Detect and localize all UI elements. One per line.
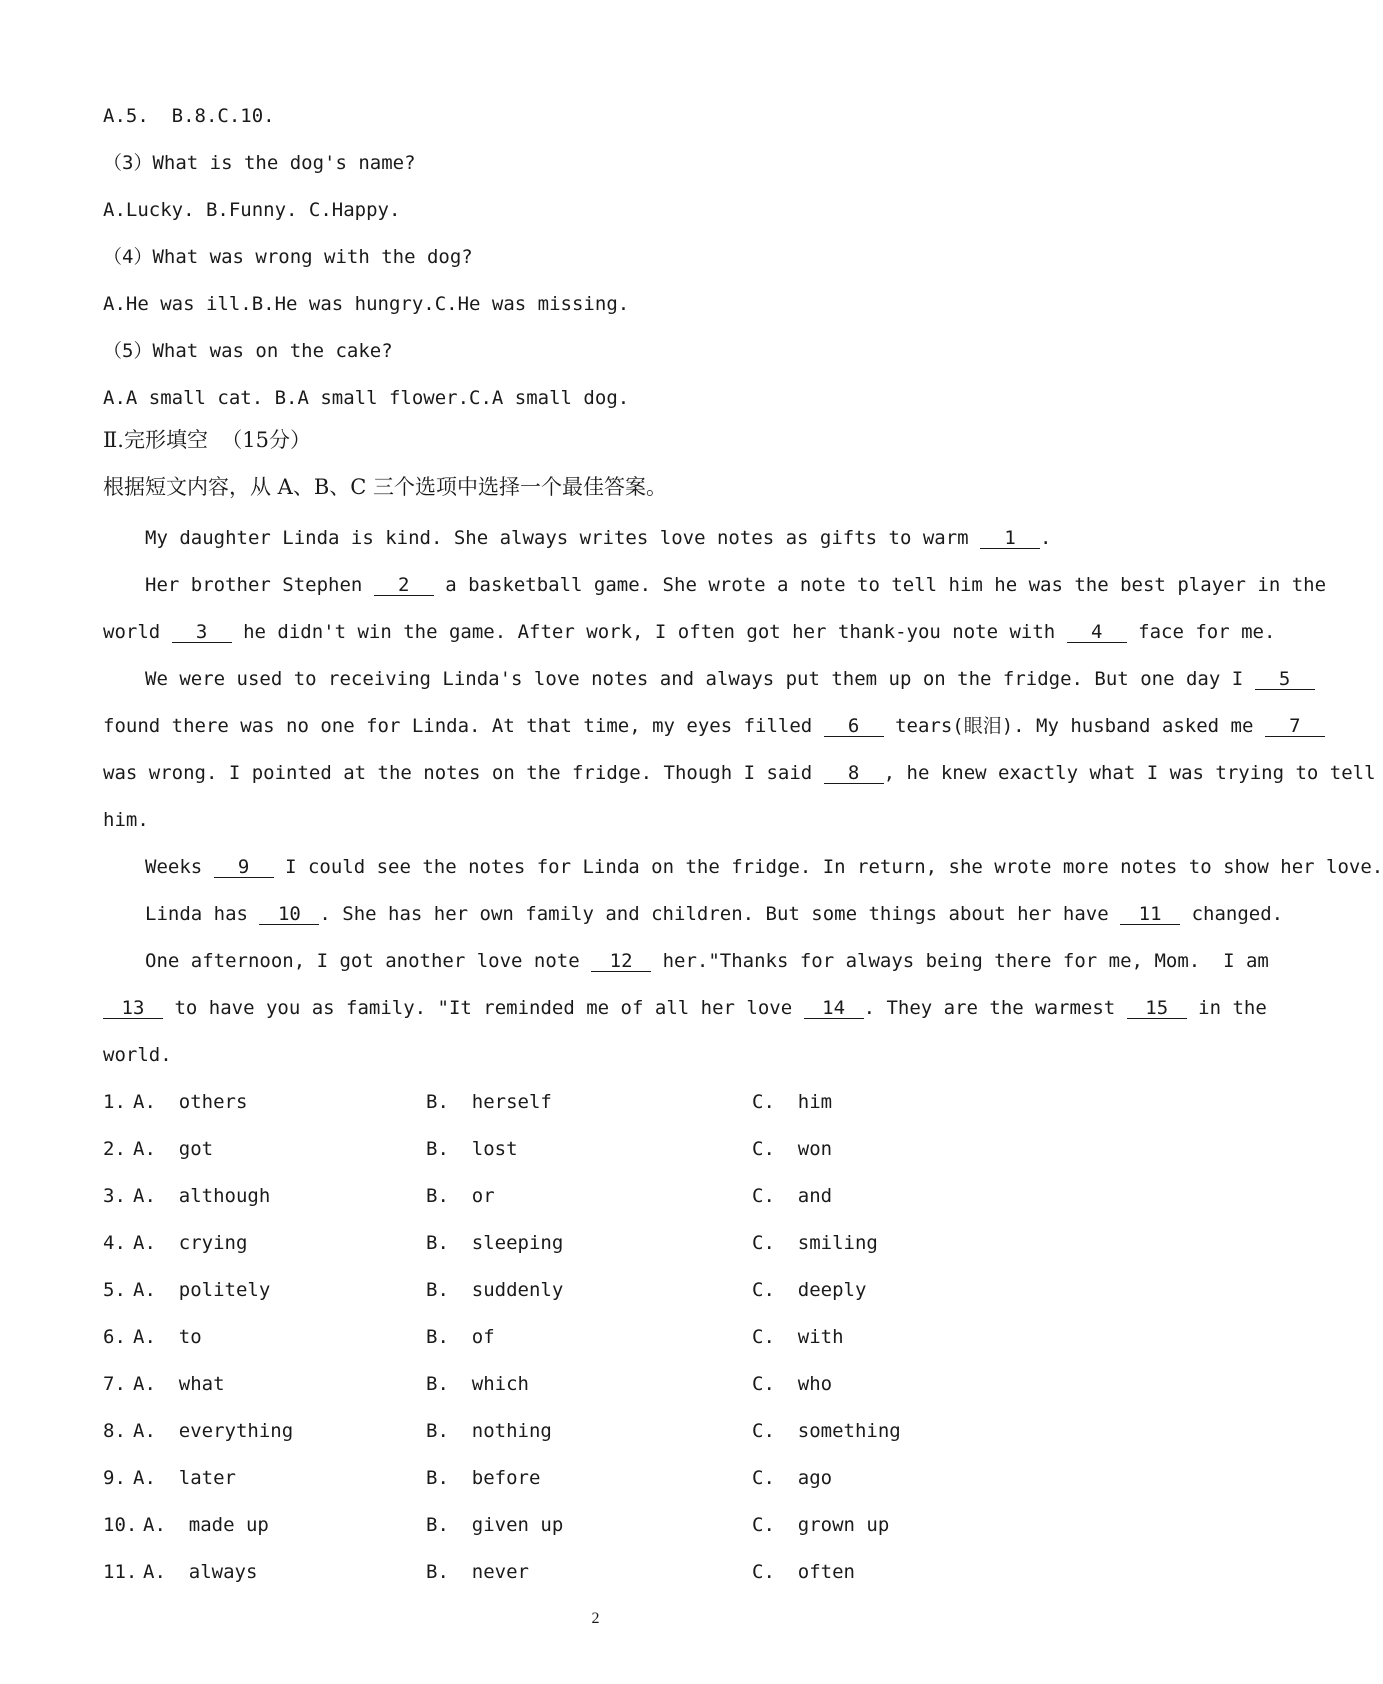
blank-7[interactable]: 7	[1265, 716, 1325, 737]
option-number: 5.	[103, 1279, 126, 1301]
passage-text: face for me.	[1126, 621, 1276, 643]
blank-4[interactable]: 4	[1067, 622, 1127, 643]
option-number: 11.	[103, 1561, 138, 1583]
q5-options: A.A small cat. B.A small flower.C.A small dog.	[103, 387, 630, 409]
option-number: 4.	[103, 1232, 126, 1254]
option-a[interactable]: A. everything	[133, 1420, 294, 1442]
passage-text: tears(眼泪). My husband asked me	[883, 715, 1265, 737]
passage-line-10	[145, 949, 1269, 973]
option-b[interactable]: B. of	[426, 1326, 495, 1348]
q3-options: A.Lucky. B.Funny. C.Happy.	[103, 199, 401, 221]
option-b[interactable]: B. suddenly	[426, 1279, 564, 1301]
passage-line-4	[145, 667, 1315, 691]
option-b[interactable]: B. sleeping	[426, 1232, 564, 1254]
option-a[interactable]: A. later	[133, 1467, 236, 1489]
passage-text: world	[103, 621, 172, 643]
passage-text: .	[1040, 527, 1052, 549]
option-a[interactable]: A. politely	[133, 1279, 271, 1301]
passage-text: My daughter Linda is kind. She always writes love notes as gifts to warm	[145, 527, 981, 549]
option-number: 9.	[103, 1467, 126, 1489]
option-number: 8.	[103, 1420, 126, 1442]
passage-text: found there was no one for Linda. At that time, my eyes filled	[103, 715, 824, 737]
option-number: 3.	[103, 1185, 126, 1207]
q4-question: （4）What was wrong with the dog?	[103, 246, 473, 268]
passage-line-2	[145, 573, 1326, 597]
blank-11[interactable]: 11	[1120, 904, 1180, 925]
blank-1[interactable]: 1	[980, 528, 1040, 549]
passage-line-1	[145, 526, 1052, 550]
option-c[interactable]: C. grown up	[752, 1514, 890, 1536]
passage-text: One afternoon, I got another love note	[145, 950, 592, 972]
blank-12[interactable]: 12	[591, 951, 651, 972]
section-instruction: 根据短文内容，从 A、B、C 三个选项中选择一个最佳答案。	[103, 475, 668, 499]
q4-options: A.He was ill.B.He was hungry.C.He was missing.	[103, 293, 630, 315]
option-c[interactable]: C. deeply	[752, 1279, 867, 1301]
passage-text: . She has her own family and children. But some things about her have	[319, 903, 1121, 925]
passage-text: in the	[1186, 997, 1267, 1019]
passage-line-9	[145, 902, 1283, 926]
option-b[interactable]: B. nothing	[426, 1420, 552, 1442]
option-number: 7.	[103, 1373, 126, 1395]
option-c[interactable]: C. something	[752, 1420, 901, 1442]
option-b[interactable]: B. lost	[426, 1138, 518, 1160]
option-c[interactable]: C. ago	[752, 1467, 833, 1489]
passage-text: We were used to receiving Linda's love notes and always put them up on the fridge. But one day I	[145, 668, 1255, 690]
passage-text: was wrong. I pointed at the notes on the fridge. Though I said	[103, 762, 824, 784]
option-c[interactable]: C. him	[752, 1091, 833, 1113]
passage-line-11	[103, 996, 1267, 1020]
passage-text: changed.	[1180, 903, 1284, 925]
blank-13[interactable]: 13	[103, 998, 163, 1019]
option-number: 2.	[103, 1138, 126, 1160]
passage-line-12: world.	[103, 1044, 172, 1066]
option-number: 1.	[103, 1091, 126, 1113]
passage-line-8	[145, 855, 1383, 879]
q2-options: A.5. B.8.C.10.	[103, 105, 275, 127]
passage-text: a basketball game. She wrote a note to tell him he was the best player in the	[433, 574, 1327, 596]
option-a[interactable]: A. what	[133, 1373, 225, 1395]
blank-5[interactable]: 5	[1255, 669, 1315, 690]
option-a[interactable]: A. crying	[133, 1232, 248, 1254]
section-title: Ⅱ.完形填空 （15分）	[103, 428, 312, 452]
option-b[interactable]: B. herself	[426, 1091, 552, 1113]
option-number: 10.	[103, 1514, 138, 1536]
passage-line-6	[103, 761, 1376, 785]
option-a[interactable]: A. made up	[143, 1514, 269, 1536]
passage-line-3	[103, 620, 1275, 644]
blank-3[interactable]: 3	[172, 622, 232, 643]
option-c[interactable]: C. with	[752, 1326, 844, 1348]
page-number: 2	[591, 1610, 600, 1627]
passage-line-5	[103, 714, 1325, 738]
passage-text: . They are the warmest	[863, 997, 1127, 1019]
option-a[interactable]: A. to	[133, 1326, 202, 1348]
option-c[interactable]: C. who	[752, 1373, 833, 1395]
option-b[interactable]: B. before	[426, 1467, 541, 1489]
passage-text: Her brother Stephen	[145, 574, 374, 596]
blank-10[interactable]: 10	[259, 904, 319, 925]
passage-text: Weeks	[145, 856, 214, 878]
option-b[interactable]: B. which	[426, 1373, 529, 1395]
option-c[interactable]: C. often	[752, 1561, 855, 1583]
option-number: 6.	[103, 1326, 126, 1348]
option-c[interactable]: C. and	[752, 1185, 833, 1207]
option-a[interactable]: A. always	[143, 1561, 258, 1583]
option-b[interactable]: B. never	[426, 1561, 529, 1583]
passage-text: to have you as family. "It reminded me of all her love	[163, 997, 804, 1019]
passage-text: Linda has	[145, 903, 260, 925]
blank-15[interactable]: 15	[1127, 998, 1187, 1019]
option-c[interactable]: C. smiling	[752, 1232, 878, 1254]
passage-text: he didn't win the game. After work, I often got her thank-you note with	[231, 621, 1067, 643]
q3-question: （3）What is the dog's name?	[103, 152, 416, 174]
option-a[interactable]: A. others	[133, 1091, 248, 1113]
q5-question: （5）What was on the cake?	[103, 340, 393, 362]
option-b[interactable]: B. or	[426, 1185, 495, 1207]
option-a[interactable]: A. although	[133, 1185, 271, 1207]
option-a[interactable]: A. got	[133, 1138, 214, 1160]
passage-line-7: him.	[103, 809, 149, 831]
passage-text: I could see the notes for Linda on the fridge. In return, she wrote more notes to show her love.	[273, 856, 1383, 878]
passage-text: , he knew exactly what I was trying to tell	[883, 762, 1376, 784]
option-b[interactable]: B. given up	[426, 1514, 564, 1536]
option-c[interactable]: C. won	[752, 1138, 833, 1160]
blank-9[interactable]: 9	[214, 857, 274, 878]
blank-6[interactable]: 6	[824, 716, 884, 737]
blank-14[interactable]: 14	[804, 998, 864, 1019]
passage-text: her."Thanks for always being there for me, Mom. I am	[651, 950, 1269, 972]
blank-2[interactable]: 2	[374, 575, 434, 596]
blank-8[interactable]: 8	[824, 763, 884, 784]
